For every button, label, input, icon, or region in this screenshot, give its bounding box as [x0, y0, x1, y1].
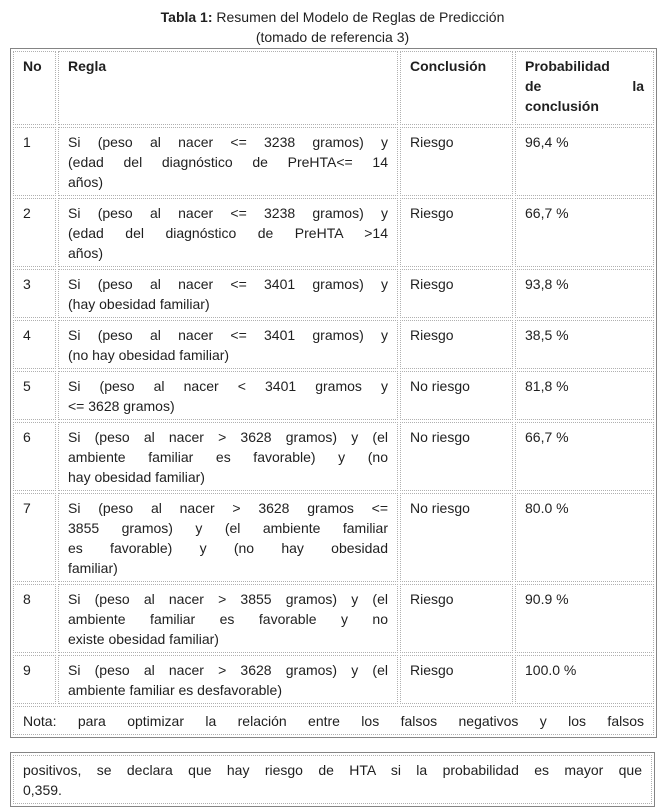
cell-probabilidad: 38,5 %: [515, 320, 654, 369]
cell-regla: Si (peso al nacer <= 3401 gramos) y (hay obesidad familiar): [58, 269, 398, 318]
cell-probabilidad: 93,8 %: [515, 269, 654, 318]
cell-no: 7: [13, 493, 56, 582]
cell-probabilidad: 66,7 %: [515, 198, 654, 267]
cell-regla: Si (peso al nacer <= 3401 gramos) y (no hay obesidad familiar): [58, 320, 398, 369]
table-row: [13, 584, 654, 653]
cell-conclusion: Riesgo: [400, 655, 513, 704]
table-row: [13, 320, 654, 369]
cell-conclusion: Riesgo: [400, 127, 513, 196]
table-header-row: [13, 51, 654, 125]
table-note-row: [13, 706, 654, 735]
table-row: [13, 198, 654, 267]
cell-regla: Si (peso al nacer > 3628 gramos) y (el ambiente familiar es favorable) y (no hay obesidad familiar): [58, 422, 398, 491]
table-row: [13, 493, 654, 582]
cell-regla: Si (peso al nacer < 3401 gramos y <= 3628 gramos): [58, 371, 398, 420]
cell-no: 4: [13, 320, 56, 369]
cell-conclusion: Riesgo: [400, 320, 513, 369]
table-row: [13, 422, 654, 491]
cell-probabilidad: 90.9 %: [515, 584, 654, 653]
cell-conclusion: No riesgo: [400, 371, 513, 420]
table-caption-label: Tabla 1:: [160, 9, 213, 25]
cell-probabilidad: 81,8 %: [515, 371, 654, 420]
cell-probabilidad: 96,4 %: [515, 127, 654, 196]
cell-probabilidad: 100.0 %: [515, 655, 654, 704]
table-row: [13, 371, 654, 420]
cell-no: 9: [13, 655, 56, 704]
rules-table-body: [13, 127, 654, 704]
table-note: Nota: para optimizar la relación entre los falsos negativos y los falsos: [13, 706, 654, 735]
cell-regla: Si (peso al nacer <= 3238 gramos) y (edad del diagnóstico de PreHTA >14 años): [58, 198, 398, 267]
col-header-conclusion: Conclusión: [400, 51, 513, 125]
table-row: [13, 655, 654, 704]
cell-regla: Si (peso al nacer > 3628 gramos <= 3855 gramos) y (el ambiente familiar es favorable) y (no hay obesidad familiar): [58, 493, 398, 582]
table-header: [13, 51, 654, 125]
cell-conclusion: Riesgo: [400, 584, 513, 653]
cell-no: 5: [13, 371, 56, 420]
cell-no: 2: [13, 198, 56, 267]
table-caption-text: Resumen del Modelo de Reglas de Predicción: [212, 9, 505, 25]
table-caption-subtitle: (tomado de referencia 3): [255, 29, 410, 45]
prediction-rules-table: [10, 48, 657, 738]
cell-probabilidad: 80.0 %: [515, 493, 654, 582]
col-header-probabilidad: Probabilidad de la conclusión: [515, 51, 654, 125]
cell-regla: Si (peso al nacer <= 3238 gramos) y (edad del diagnóstico de PreHTA<= 14 años): [58, 127, 398, 196]
col-header-no: No: [13, 51, 56, 125]
cell-conclusion: No riesgo: [400, 493, 513, 582]
cell-no: 3: [13, 269, 56, 318]
cell-conclusion: No riesgo: [400, 422, 513, 491]
note-continuation-box: [10, 752, 655, 807]
table-caption-line1: [10, 7, 655, 27]
cell-no: 8: [13, 584, 56, 653]
cell-conclusion: Riesgo: [400, 269, 513, 318]
table-caption: [10, 7, 655, 47]
cell-no: 6: [13, 422, 56, 491]
cell-no: 1: [13, 127, 56, 196]
table-row: [13, 127, 654, 196]
cell-probabilidad: 66,7 %: [515, 422, 654, 491]
note-continuation-text: positivos, se declara que hay riesgo de HTA si la probabilidad es mayor que 0,359.: [13, 755, 652, 804]
cell-conclusion: Riesgo: [400, 198, 513, 267]
table-row: [13, 269, 654, 318]
table-footer: [13, 706, 654, 735]
col-header-regla: Regla: [58, 51, 398, 125]
cell-regla: Si (peso al nacer > 3855 gramos) y (el ambiente familiar es favorable y no existe obesidad familiar): [58, 584, 398, 653]
cell-regla: Si (peso al nacer > 3628 gramos) y (el ambiente familiar es desfavorable): [58, 655, 398, 704]
